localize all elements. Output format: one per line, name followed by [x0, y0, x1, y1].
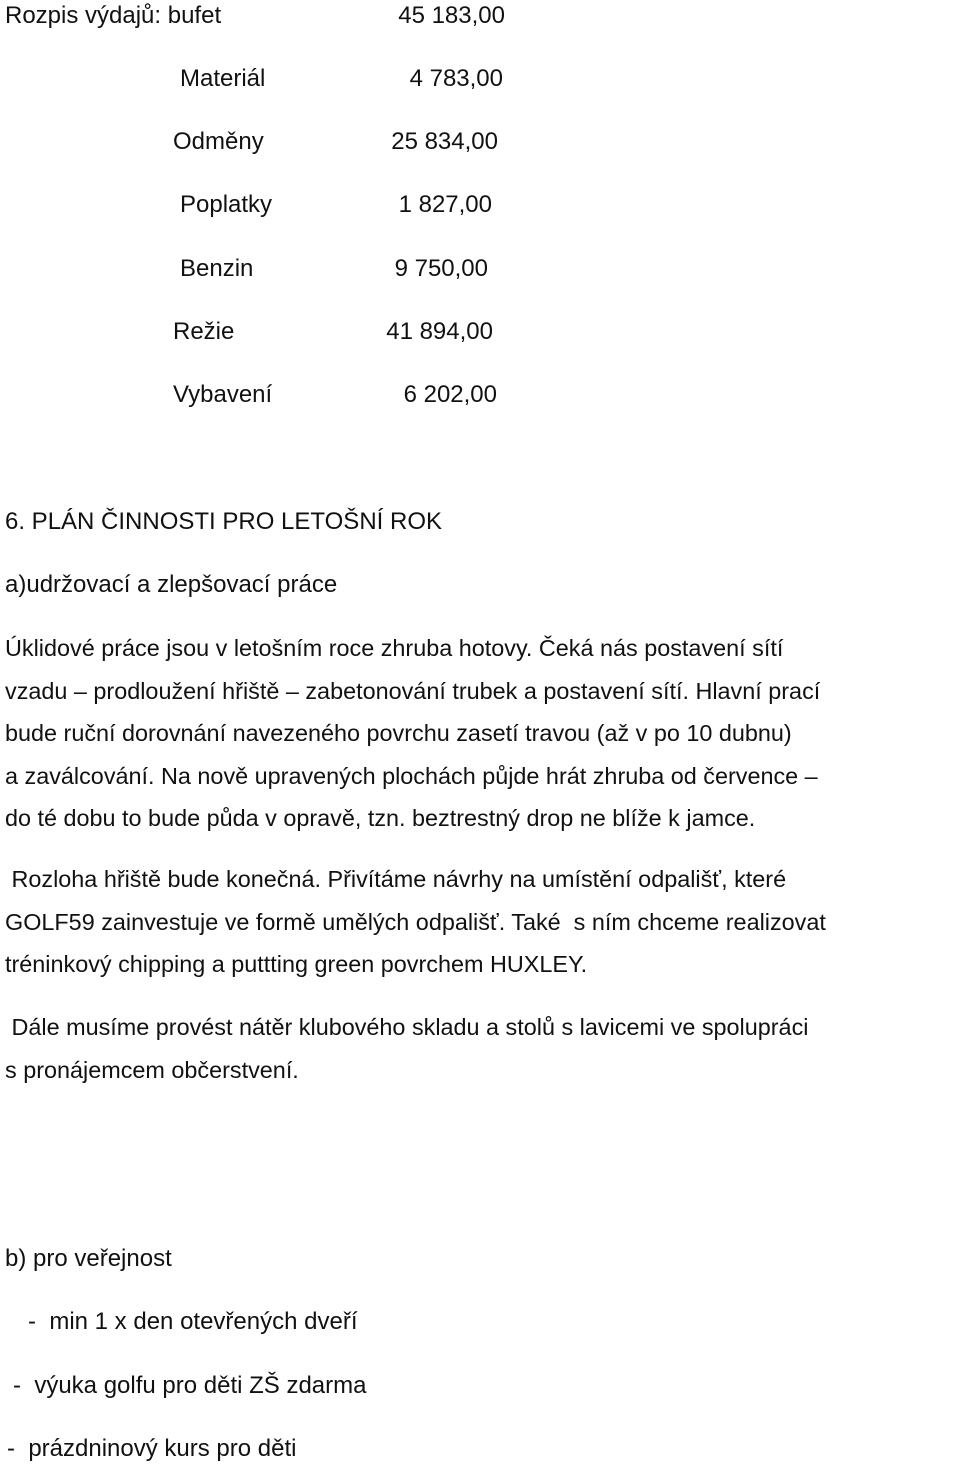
- budget-row-label: Režie: [173, 318, 235, 345]
- paragraph-line: tréninkový chipping a puttting green povrchem HUXLEY.: [5, 951, 588, 978]
- list-item-text: prázdninový kurs pro děti: [28, 1435, 297, 1462]
- paragraph-line: Rozloha hřiště bude konečná. Přivítáme návrhy na umístění odpališť, které: [5, 866, 787, 892]
- budget-row-label: Materiál: [180, 65, 266, 92]
- paragraph-line: s pronájemcem občerstvení.: [5, 1056, 299, 1083]
- budget-row-label: Benzin: [180, 255, 254, 282]
- budget-row-amount: 9 750,00: [394, 255, 488, 282]
- budget-row-label: Odměny: [173, 128, 264, 155]
- list-item-text: min 1 x den otevřených dveří: [49, 1308, 358, 1335]
- paragraph-line: vzadu – prodloužení hřiště – zabetonování trubek a postavení sítí. Hlavní prací: [5, 677, 821, 704]
- paragraph-line: GOLF59 zainvestuje ve formě umělých odpališť. Také s ním chceme realizovat: [5, 908, 826, 935]
- subsection-b-title: b) pro veřejnost: [5, 1245, 172, 1272]
- paragraph-line: bude ruční dorovnání navezeného povrchu zasetí travou (až v po 10 dubnu): [5, 720, 792, 747]
- paragraph-painting: [5, 1006, 955, 1091]
- list-bullet: -: [13, 1372, 35, 1399]
- section-title: 6. PLÁN ČINNOSTI PRO LETOŠNÍ ROK: [5, 508, 442, 535]
- budget-row-amount: 1 827,00: [398, 191, 492, 218]
- list-item: [13, 1372, 366, 1400]
- list-bullet: -: [7, 1435, 29, 1462]
- list-bullet: -: [28, 1308, 50, 1335]
- paragraph-line: a zaválcování. Na nově upravených plochách půjde hrát zhruba od července –: [5, 762, 818, 789]
- budget-row-amount: 4 783,00: [409, 65, 503, 92]
- budget-row-amount: 41 894,00: [386, 318, 493, 345]
- budget-row-label: Vybavení: [173, 381, 273, 408]
- paragraph-maintenance: [5, 627, 955, 840]
- budget-heading-label: Rozpis výdajů: bufet: [5, 2, 222, 29]
- budget-row-amount: 6 202,00: [403, 381, 497, 408]
- paragraph-line: do té dobu to bude půda v opravě, tzn. beztrestný drop ne blíže k jamce.: [5, 805, 756, 832]
- budget-row-amount: 25 834,00: [391, 128, 498, 155]
- budget-heading-amount: 45 183,00: [398, 2, 505, 29]
- list-item: [7, 1435, 296, 1463]
- paragraph-course-area: [5, 858, 955, 986]
- subsection-a-title: a)udržovací a zlepšovací práce: [5, 571, 338, 598]
- paragraph-line: Dále musíme provést nátěr klubového skladu a stolů s lavicemi ve spolupráci: [5, 1014, 809, 1040]
- list-item: [28, 1308, 357, 1336]
- list-item-text: výuka golfu pro děti ZŠ zdarma: [34, 1372, 367, 1399]
- budget-row-label: Poplatky: [180, 191, 273, 218]
- paragraph-line: Úklidové práce jsou v letošním roce zhruba hotovy. Čeká nás postavení sítí: [5, 635, 784, 661]
